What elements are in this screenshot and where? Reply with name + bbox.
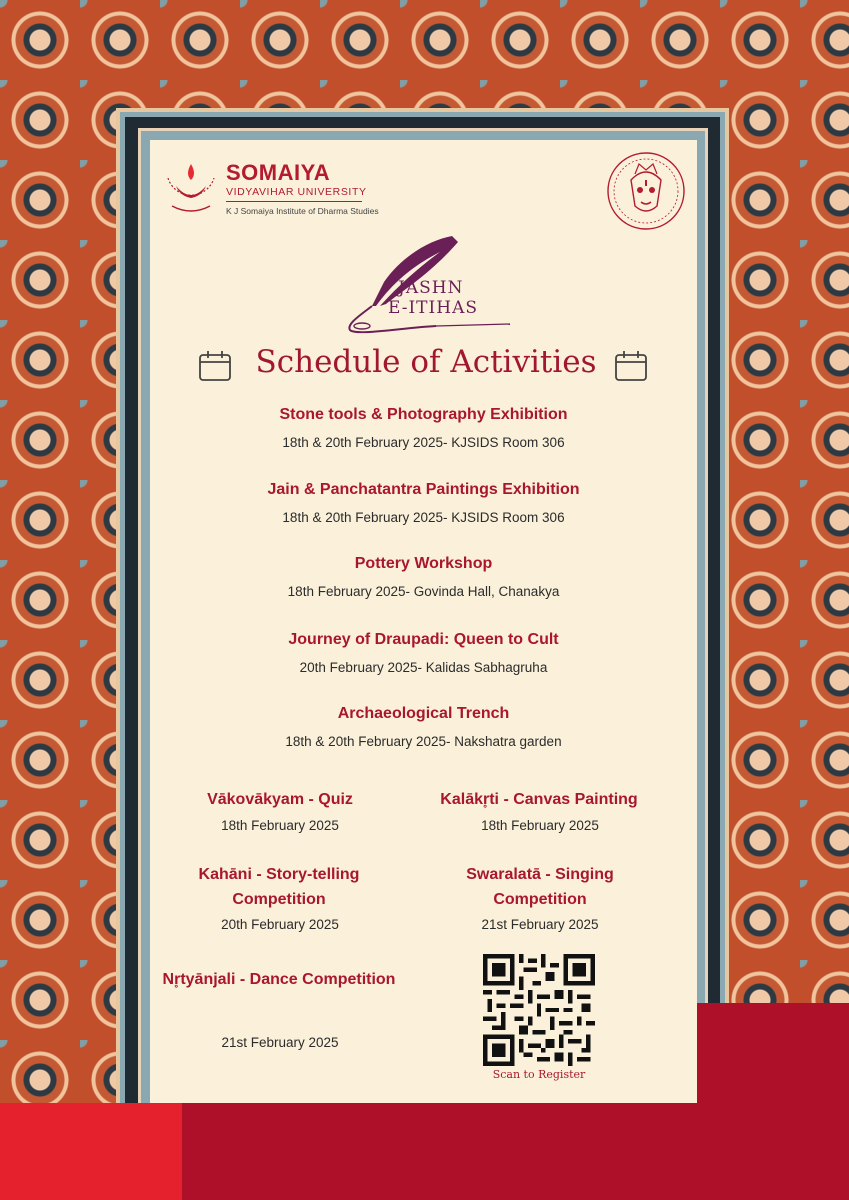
event-title: Archaeological Trench bbox=[337, 705, 510, 722]
calendar-icon bbox=[198, 350, 232, 382]
competition-date: 21st February 2025 bbox=[221, 1035, 339, 1050]
competition-date: 18th February 2025 bbox=[481, 818, 599, 833]
qr-code[interactable] bbox=[483, 954, 595, 1066]
event-date: 18th & 20th February 2025- Nakshatra garden bbox=[285, 734, 562, 749]
competition-date: 18th February 2025 bbox=[221, 818, 339, 833]
university-subtitle: VIDYAVIHAR UNIVERSITY bbox=[226, 186, 367, 198]
event-date: 18th February 2025- Govinda Hall, Chanakya bbox=[287, 584, 560, 599]
competition-title: Swaralatā - Singing Competition bbox=[466, 866, 614, 908]
competition-title: Kahāni - Story-telling Competition bbox=[198, 866, 360, 908]
competition-title: Vākovākyam - Quiz bbox=[207, 791, 353, 808]
bottom-left-bar bbox=[0, 1103, 182, 1200]
competition-date: 21st February 2025 bbox=[481, 917, 599, 932]
qr-caption: Scan to Register bbox=[492, 1068, 586, 1081]
event-date: 18th & 20th February 2025- KJSIDS Room 306 bbox=[282, 435, 565, 450]
event-date: 18th & 20th February 2025- KJSIDS Room 306 bbox=[282, 510, 565, 525]
competition-title: Nr̥tyānjali - Dance Competition bbox=[162, 971, 396, 988]
university-logo bbox=[160, 158, 390, 220]
competition-date: 20th February 2025 bbox=[221, 917, 339, 932]
title-row bbox=[196, 344, 656, 388]
brand-line-2: E-ITIHAS bbox=[388, 298, 478, 318]
event-title: Stone tools & Photography Exhibition bbox=[279, 406, 568, 423]
institute-name: K J Somaiya Institute of Dharma Studies bbox=[226, 206, 379, 216]
deity-seal-icon bbox=[605, 150, 687, 232]
event-title: Jain & Panchatantra Paintings Exhibition bbox=[267, 481, 580, 498]
calendar-icon bbox=[614, 350, 648, 382]
page-title: Schedule of Activities bbox=[255, 344, 597, 380]
university-name: SOMAIYA bbox=[226, 160, 331, 185]
competition-title: Kalākr̥ti - Canvas Painting bbox=[440, 791, 638, 808]
event-title: Journey of Draupadi: Queen to Cult bbox=[288, 631, 559, 648]
bottom-main-bar bbox=[182, 1103, 849, 1200]
lamp-logo-icon bbox=[162, 158, 220, 216]
event-date: 20th February 2025- Kalidas Sabhagruha bbox=[299, 660, 548, 675]
bottom-right-bar bbox=[697, 1003, 849, 1103]
brand-line-1: JASHN bbox=[398, 278, 464, 298]
logo-divider bbox=[226, 201, 362, 202]
event-title: Pottery Workshop bbox=[354, 555, 493, 572]
